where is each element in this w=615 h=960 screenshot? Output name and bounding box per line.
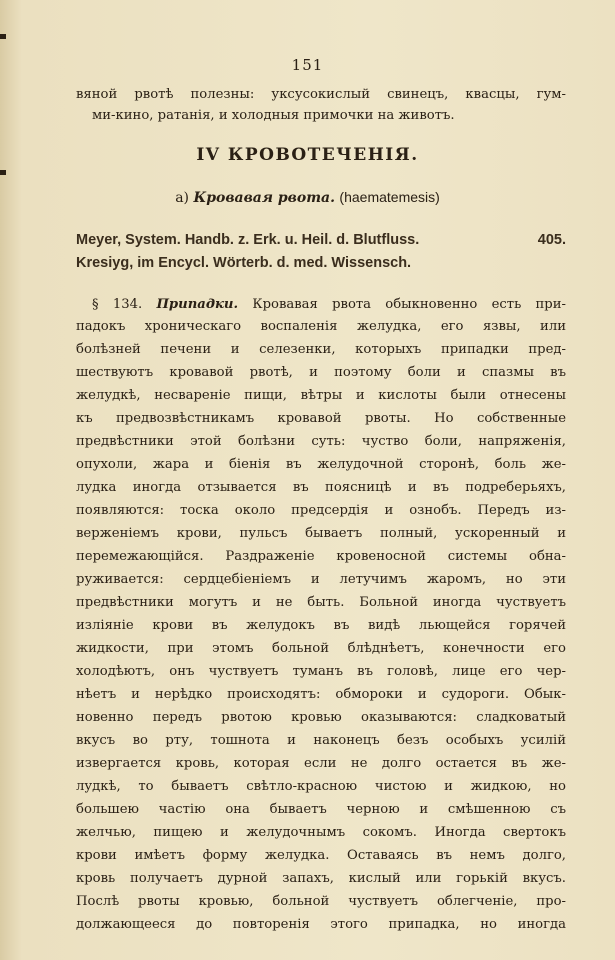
paragraph-line: предвѣстники могутъ и не быть. Больной иногда чуствуетъ bbox=[76, 595, 566, 610]
page-number: 151 bbox=[291, 56, 324, 74]
subheading-letter: а) bbox=[175, 190, 190, 206]
paragraph-line: желчью, пищею и желудочнымъ сокомъ. Иногда свертокъ bbox=[76, 825, 566, 840]
paragraph-line: извергается кровь, которая если не долго остается въ же- bbox=[76, 756, 566, 771]
paragraph-line: руживается: сердцебіеніемъ и летучимъ жаромъ, но эти bbox=[76, 572, 566, 587]
paragraph-line: лудкѣ, то бываетъ свѣтло-красною чистою и жидкою, но bbox=[76, 779, 566, 794]
paragraph-line: лудка иногда отзывается въ поясницѣ и въ подреберьяхъ, bbox=[76, 480, 566, 495]
paragraph-first-line bbox=[92, 296, 566, 314]
paragraph-line: большею частію она бываетъ черною и смѣшенною съ bbox=[76, 802, 566, 817]
paragraph-line: кровь получаетъ дурной запахъ, кислый или горькій вкусъ. bbox=[76, 871, 566, 886]
reference-text: Meyer, System. Handb. z. Erk. u. Heil. d. Blutfluss. bbox=[76, 232, 420, 248]
paragraph-line: новенно передъ рвотою кровью оказываются: сладковатый bbox=[76, 710, 566, 725]
paragraph-line: къ предвозвѣстникамъ кровавой рвоты. Но собственные bbox=[76, 411, 566, 426]
paragraph-line: предвѣстники этой болѣзни суть: чуство боли, напряженія, bbox=[76, 434, 566, 449]
intro-line: вяной рвотѣ полезны: уксусокислый свинецъ, квасцы, гум- bbox=[76, 87, 566, 102]
binding-mark bbox=[0, 170, 6, 175]
reference-line bbox=[76, 255, 566, 271]
paragraph-title: Припадки. bbox=[156, 297, 239, 312]
paragraph-line: падокъ хроническаго воспаленія желудка, его язвы, или bbox=[76, 319, 566, 334]
intro-line: ми-кино, ратанія, и холодныя примочки на животъ. bbox=[92, 108, 455, 123]
paragraph-line: изліяніе крови въ желудокъ въ видѣ льющейся горячей bbox=[76, 618, 566, 633]
paragraph-line: верженіемъ крови, пульсъ бываетъ полный, ускоренный и bbox=[76, 526, 566, 541]
paragraph-line: появляются: тоска около предсердія и ознобъ. Передъ из- bbox=[76, 503, 566, 518]
paragraph-number: § 134. bbox=[92, 297, 143, 312]
reference-line bbox=[76, 232, 566, 248]
reference-tail: 405. bbox=[537, 232, 566, 248]
paragraph-line: крови имѣетъ форму желудка. Оставаясь въ немъ долго, bbox=[76, 848, 566, 863]
paragraph-first-line-text: Кровавая рвота обыкновенно есть при- bbox=[252, 297, 566, 312]
subheading-latin: (haematemesis) bbox=[339, 189, 440, 205]
paragraph-line: болѣзней печени и селезенки, которыхъ припадки пред- bbox=[76, 342, 566, 357]
subheading bbox=[0, 189, 615, 206]
paragraph-line: опухоли, жара и біенія въ желудочной сторонѣ, боль же- bbox=[76, 457, 566, 472]
paragraph-line: вкусъ во рту, тошнота и наконецъ безъ особыхъ усилій bbox=[76, 733, 566, 748]
paragraph-line: жидкости, при этомъ больной блѣднѣетъ, конечности его bbox=[76, 641, 566, 656]
paragraph-line: Послѣ рвоты кровью, больной чуствуетъ облегченіе, про- bbox=[76, 894, 566, 909]
binding-mark bbox=[0, 34, 6, 39]
paragraph-line: перемежающійся. Раздраженіе кровеносной системы обна- bbox=[76, 549, 566, 564]
paragraph-line: нѣетъ и нерѣдко происходятъ: обмороки и судороги. Обык- bbox=[76, 687, 566, 702]
paragraph-line: должающееся до повторенія этого припадка, но иногда bbox=[76, 917, 566, 932]
reference-text: Kresiyg, im Encycl. Wörterb. d. med. Wissensch. bbox=[76, 255, 412, 271]
section-heading: IV КРОВОТЕЧЕНІЯ. bbox=[196, 145, 419, 165]
paragraph-line: холодѣютъ, онъ чуствуетъ туманъ въ головѣ, лице его чер- bbox=[76, 664, 566, 679]
paragraph-line: желудкѣ, несвареніе пищи, вѣтры и кислоты были отнесены bbox=[76, 388, 566, 403]
subheading-russian: Кровавая рвота. bbox=[193, 190, 335, 206]
paragraph-line: шествуютъ кровавой рвотѣ, и поэтому боли и спазмы въ bbox=[76, 365, 566, 380]
